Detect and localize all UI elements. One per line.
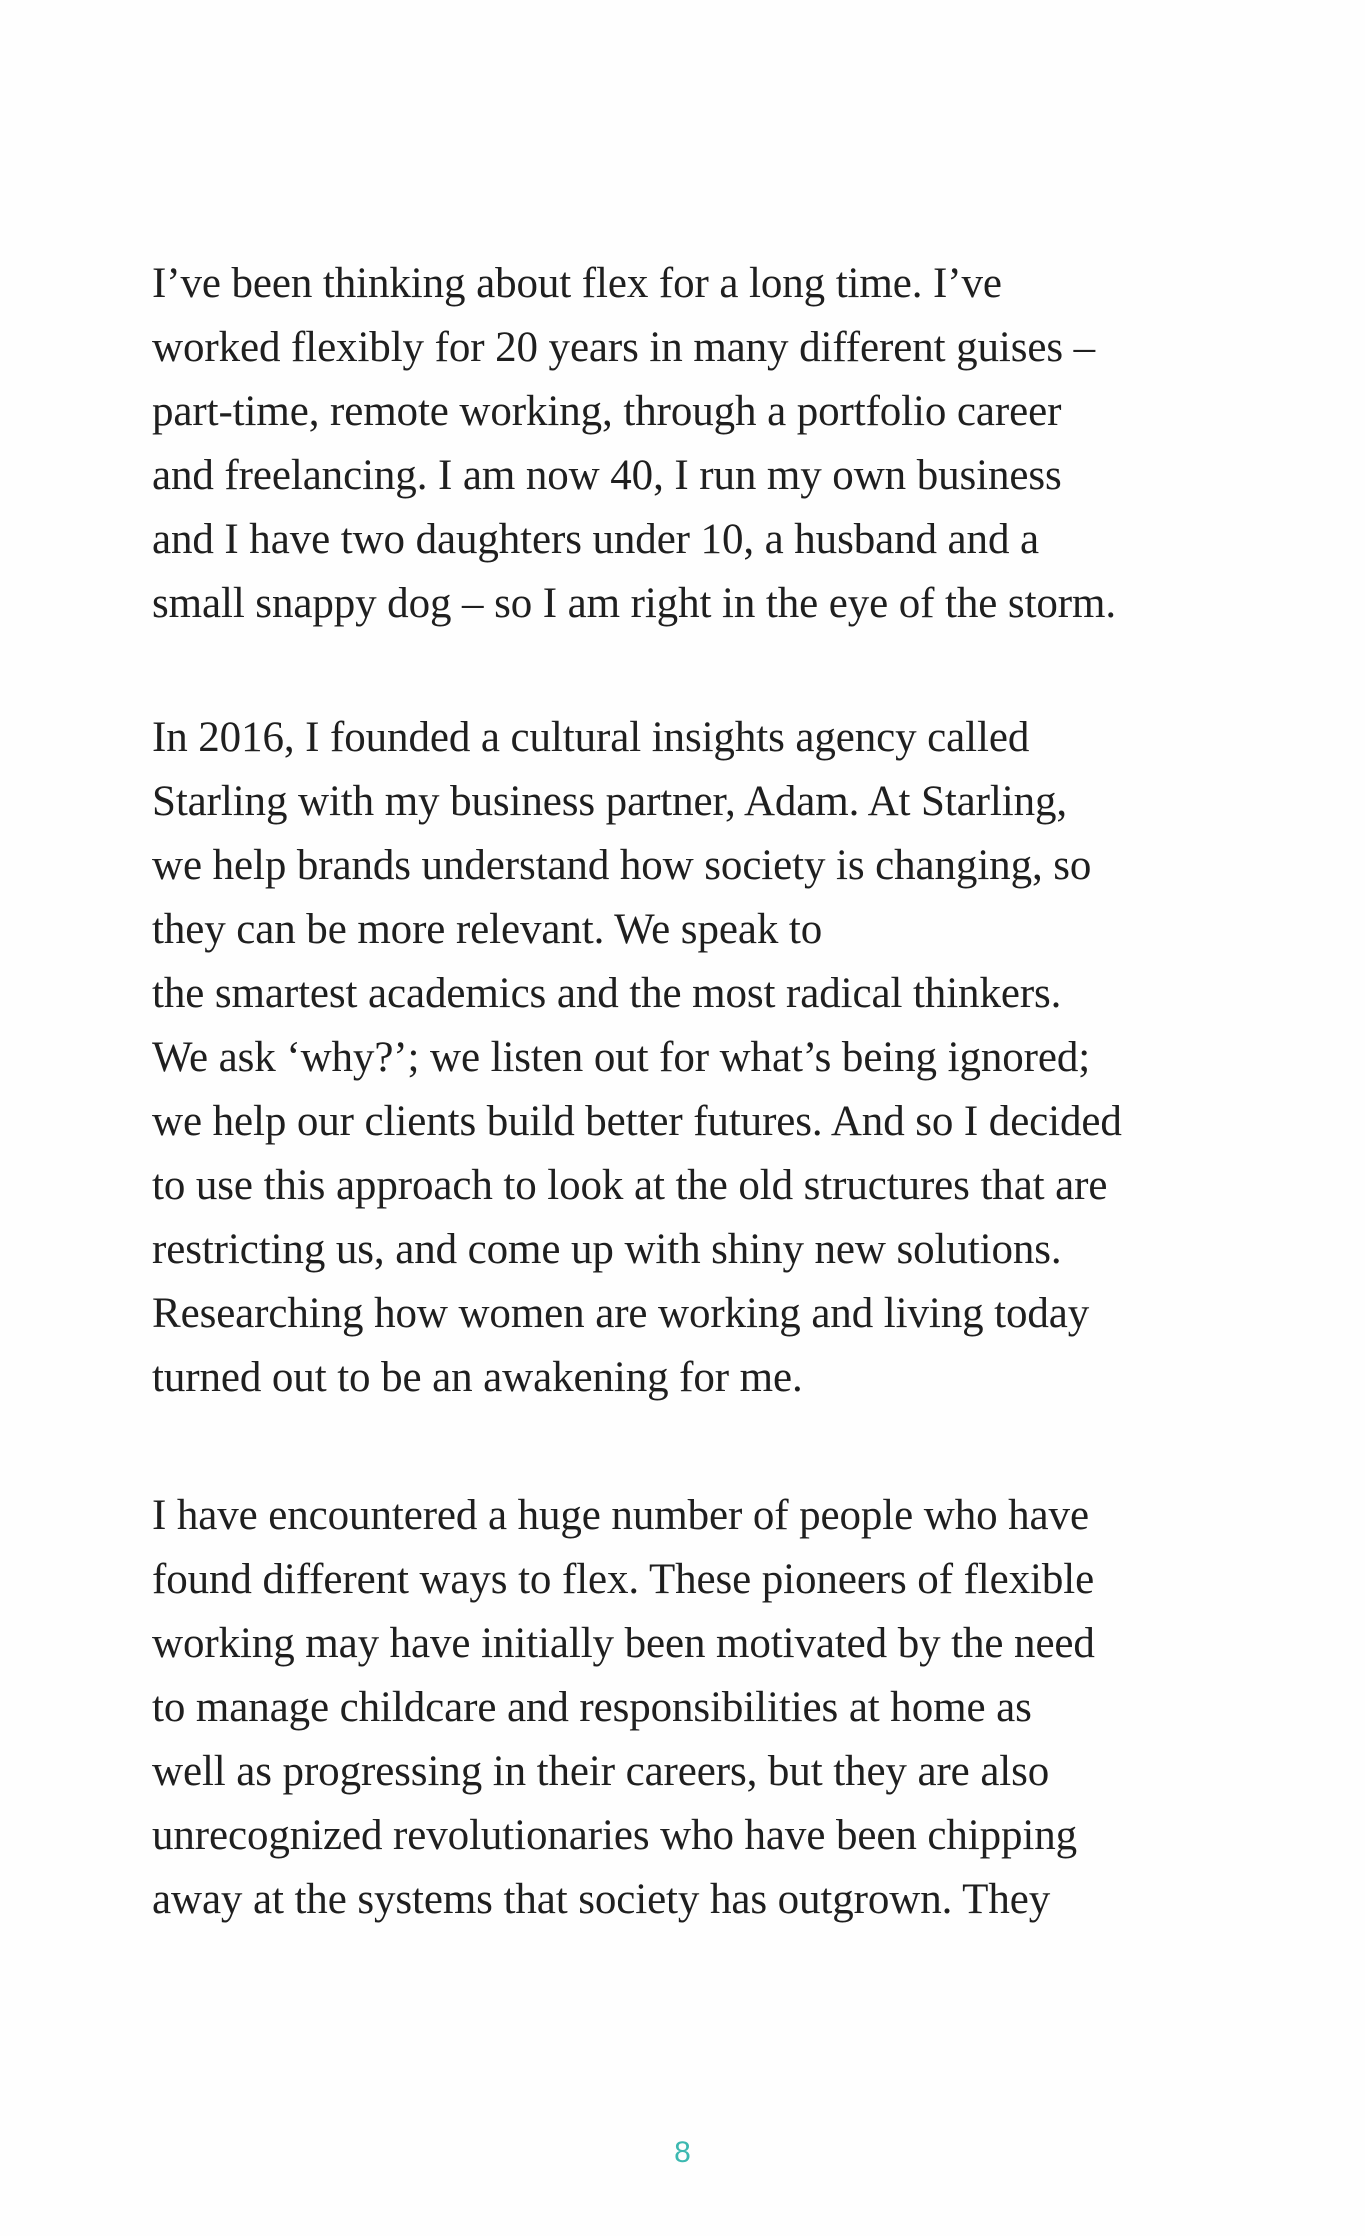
paragraph-line: the smartest academics and the most radical thinkers. (152, 970, 1062, 1017)
paragraph-line: worked flexibly for 20 years in many different guises – (152, 324, 1096, 371)
paragraph-line: found different ways to flex. These pioneers of flexible (152, 1556, 1095, 1603)
paragraph-3 (152, 1484, 1237, 1932)
paragraph-line: Starling with my business partner, Adam. At Starling, (152, 778, 1068, 825)
paragraph-line: unrecognized revolutionaries who have been chipping (152, 1812, 1078, 1859)
paragraph-line: and freelancing. I am now 40, I run my own business (152, 452, 1062, 499)
paragraph-line: small snappy dog – so I am right in the eye of the storm. (152, 580, 1117, 627)
paragraph-line: working may have initially been motivated by the need (152, 1620, 1095, 1667)
paragraph-line: I have encountered a huge number of people who have (152, 1492, 1089, 1539)
paragraph-line: they can be more relevant. We speak to (152, 906, 823, 953)
paragraph-line: we help brands understand how society is changing, so (152, 842, 1092, 889)
paragraph-line: away at the systems that society has outgrown. They (152, 1876, 1051, 1923)
paragraph-line: well as progressing in their careers, but they are also (152, 1748, 1050, 1795)
paragraph-line: Researching how women are working and living today (152, 1290, 1090, 1337)
paragraph-line: and I have two daughters under 10, a husband and a (152, 516, 1039, 563)
paragraph-line: I’ve been thinking about flex for a long time. I’ve (152, 260, 1002, 307)
page-number: 8 (674, 2136, 691, 2169)
paragraph-line: to manage childcare and responsibilities at home as (152, 1684, 1032, 1731)
paragraph-1 (152, 252, 1237, 636)
paragraph-line: We ask ‘why?’; we listen out for what’s being ignored; (152, 1034, 1091, 1081)
paragraph-line: In 2016, I founded a cultural insights agency called (152, 714, 1030, 761)
paragraph-2 (152, 706, 1237, 1410)
paragraph-line: to use this approach to look at the old structures that are (152, 1162, 1108, 1209)
paragraph-line: we help our clients build better futures. And so I decided (152, 1098, 1122, 1145)
paragraph-line: restricting us, and come up with shiny new solutions. (152, 1226, 1062, 1273)
paragraph-line: part-time, remote working, through a portfolio career (152, 388, 1062, 435)
paragraph-line: turned out to be an awakening for me. (152, 1354, 803, 1401)
